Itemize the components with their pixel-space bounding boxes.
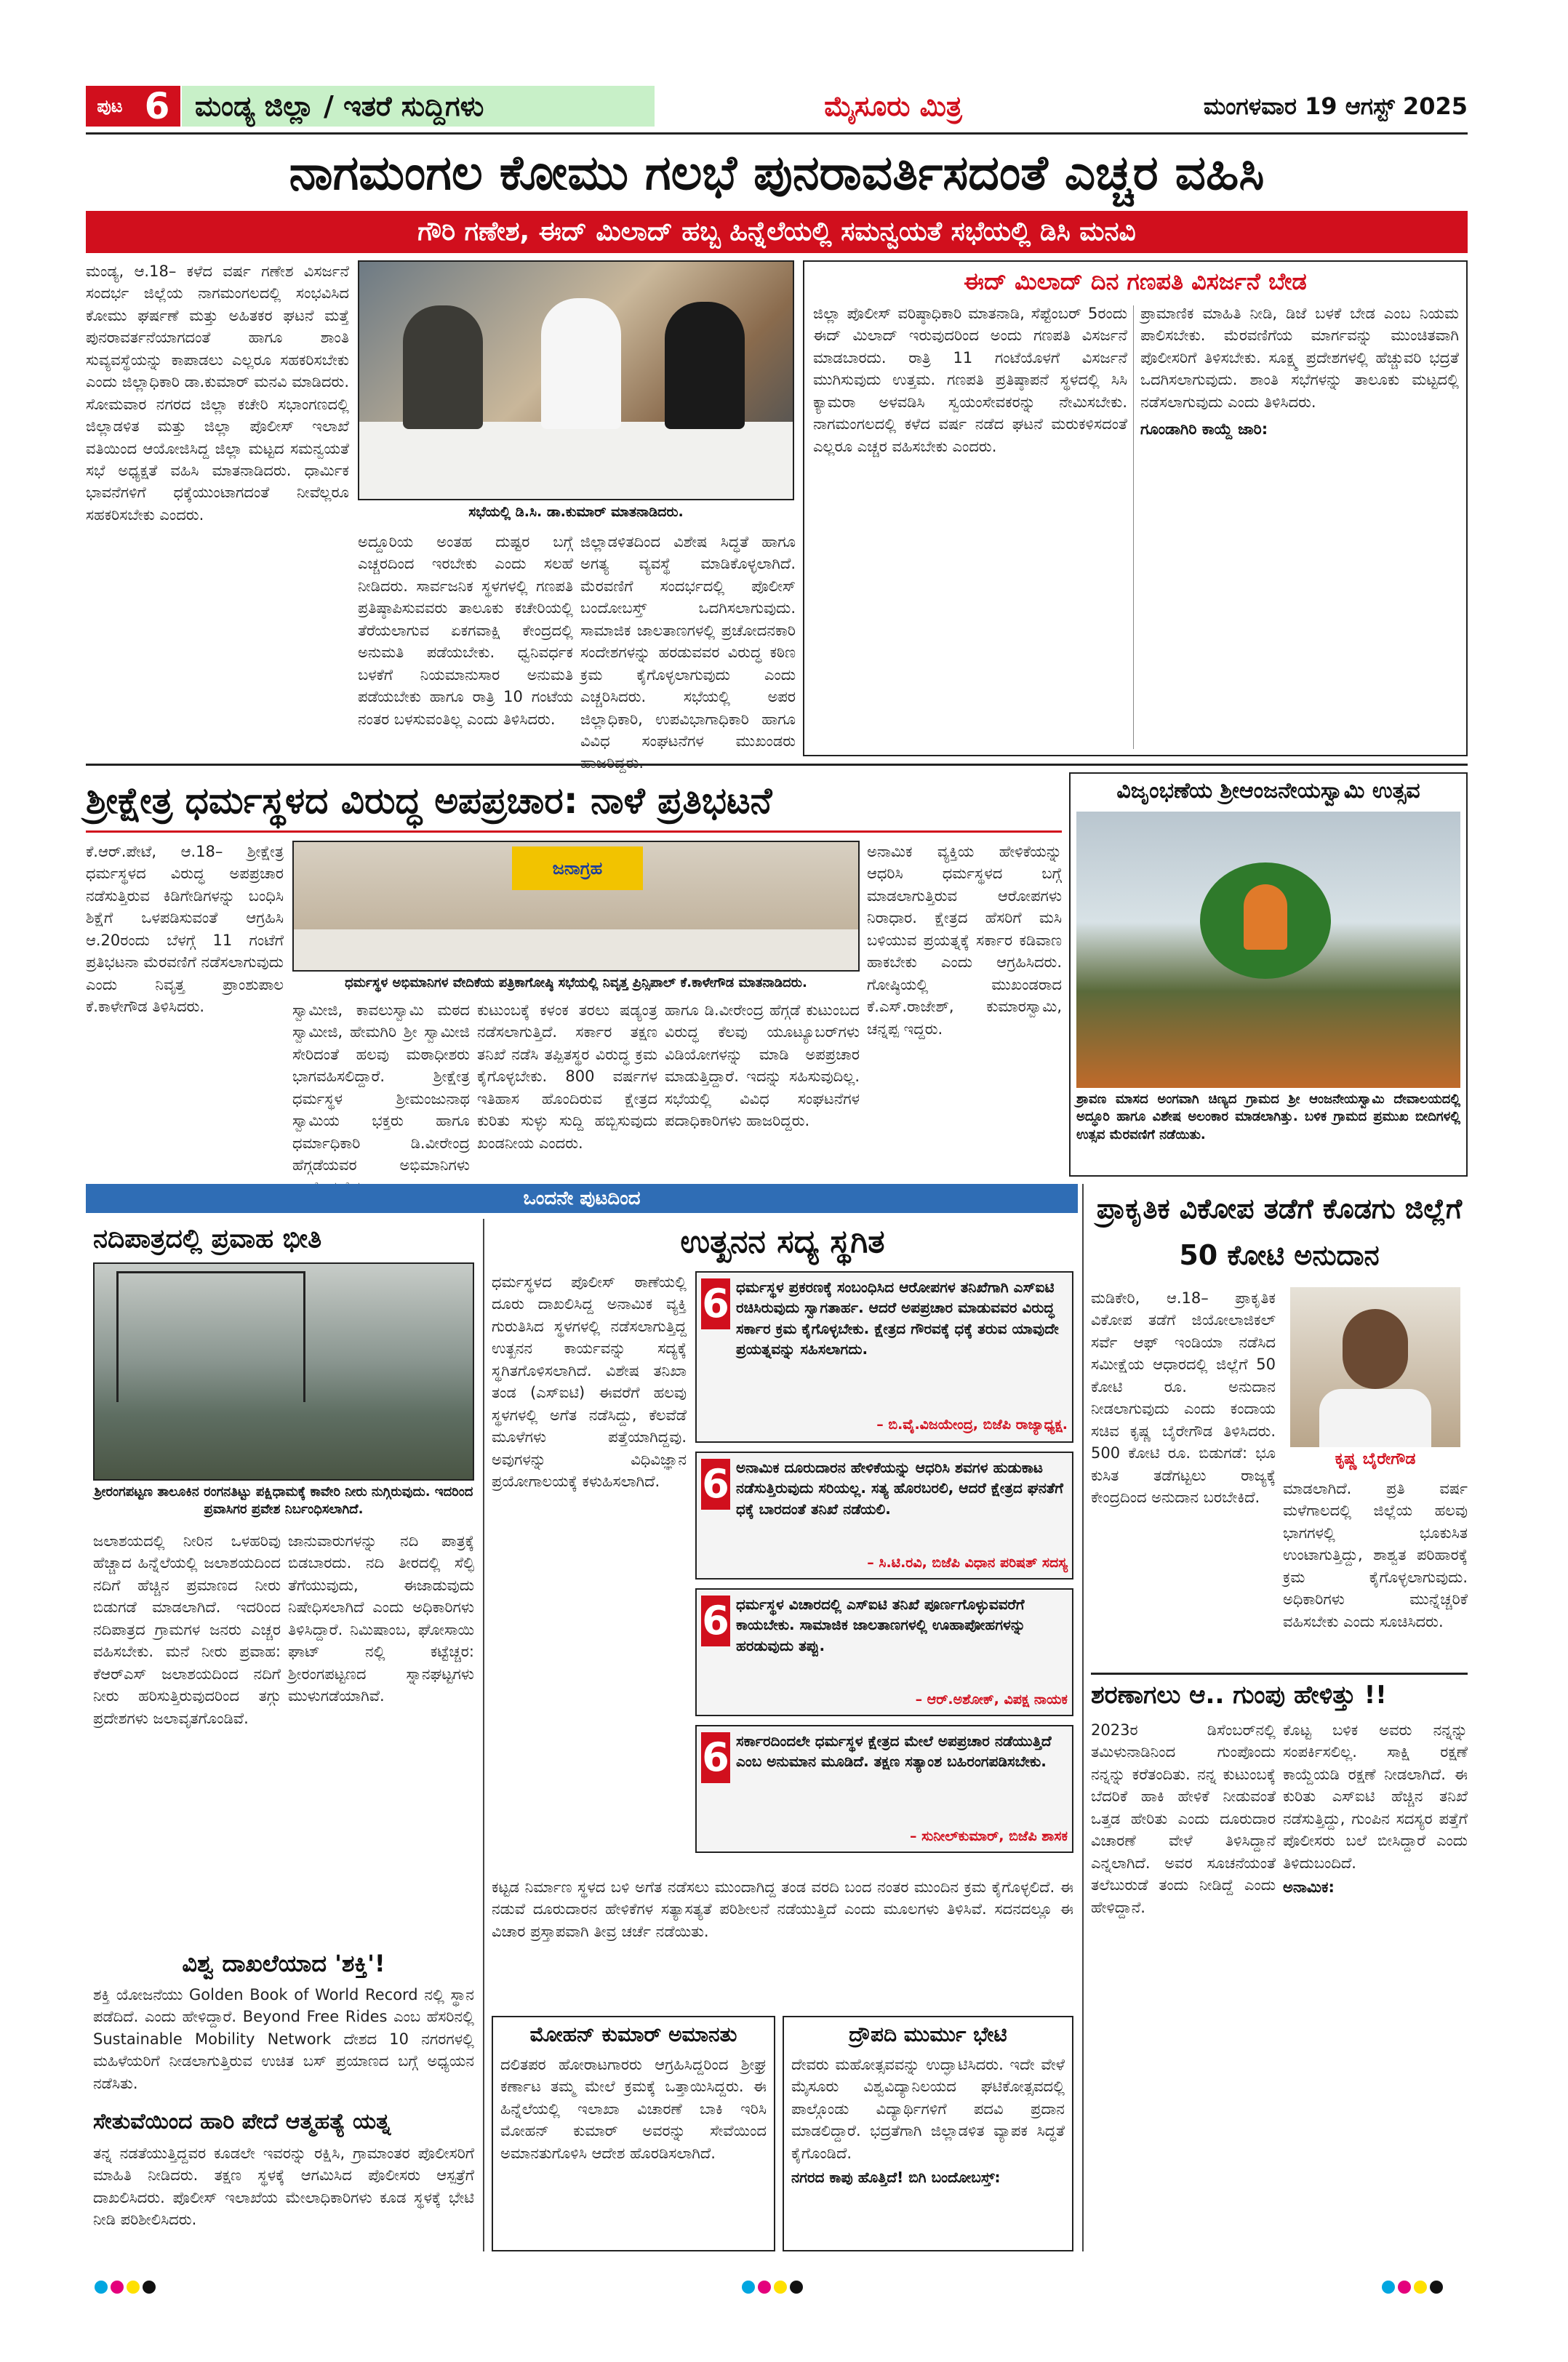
- slander-headline-rule: [86, 830, 1062, 833]
- registration-dot: [742, 2281, 755, 2294]
- eid-box-bold-label: ಗೂಂಡಾಗಿರಿ ಕಾಯ್ದೆ ಜಾರಿ:: [1140, 420, 1268, 439]
- eid-box-column-1: ಜಿಲ್ಲಾ ಪೊಲೀಸ್ ವರಿಷ್ಠಾಧಿಕಾರಿ ಮಾತನಾಡಿ, ಸೆಪ್ಟೆಂಬರ್ 5ರಂದು ಈದ್ ಮಿಲಾದ್ ಇರುವುದರಿಂದ ಅಂದು ಗಣಪತಿ ವಿಸರ್ಜನೆ ಮಾಡಬಾರದು. ರಾತ್ರಿ 11 ಗಂಟೆಯೊಳಗೆ ವಿಸರ್ಜನೆ ಮುಗಿಸುವುದು ಉತ್ತಮ. ಗಣಪತಿ ಪ್ರತಿಷ್ಠಾಪನೆ ಸ್ಥಳದಲ್ಲಿ ಸಿಸಿ ಕ್ಯಾಮರಾ ಅಳವಡಿಸಿ ಸ್ವಯಂಸೇವಕರನ್ನು ನೇಮಿಸಬೇಕು. ನಾಗಮಂಗಲದಲ್ಲಿ ಕಳೆದ ವರ್ಷ ನಡೆದ ಘಟನೆ ಮರುಕಳಿಸದಂತೆ ಎಲ್ಲರೂ ಎಚ್ಚರ ವಹಿಸಬೇಕು ಎಂದರು.: [813, 305, 1127, 455]
- eid-box-title: ಈದ್ ಮಿಲಾದ್ ದಿನ ಗಣಪತಿ ವಿಸರ್ಜನೆ ಬೇಡ: [964, 268, 1307, 295]
- section-rule: [86, 764, 1468, 766]
- slander-column-4: ಹಾಗೂ ಡಿ.ವೀರೇಂದ್ರ ಹೆಗ್ಗಡೆ ಕುಟುಂಬದ ವಿರುದ್ಧ ಕೆಲವು ಯೂಟ್ಯೂಬರ್‌ಗಳು ವಿಡಿಯೋಗಳನ್ನು ಮಾಡಿ ಅಪಪ್ರಚಾರ ಮಾಡುತ್ತಿದ್ದಾರೆ. ಇದನ್ನು ಸಹಿಸುವುದಿಲ್ಲ. ಸಭೆಯಲ್ಲಿ ವಿವಿಧ ಸಂಘಟನೆಗಳ ಪದಾಧಿಕಾರಿಗಳು ಹಾಜರಿದ್ದರು.: [665, 1001, 860, 1130]
- eid-box-column-2-wrap: [1140, 303, 1459, 750]
- grant-headline: ಪ್ರಾಕೃತಿಕ ವಿಕೋಪ ತಡೆಗೆ ಕೊಡಗು ಜಿಲ್ಲೆಗೆ 50 ಕೋಟಿ ಅನುದಾನ: [1096, 1193, 1463, 1271]
- page-number: 6: [134, 86, 180, 127]
- quote-number: 6: [701, 1278, 730, 1329]
- quote-author: – ಬಿ.ವೈ.ವಿಜಯೇಂದ್ರ, ಬಿಜೆಪಿ ರಾಜ್ಯಾಧ್ಯಕ್ಷ.: [876, 1417, 1068, 1433]
- temple-headline: ವಿಜೃಂಭಣೆಯ ಶ್ರೀಆಂಜನೇಯಸ್ವಾಮಿ ಉತ್ಸವ: [1116, 778, 1420, 804]
- excavation-column-2: ಕಟ್ಟಡ ನಿರ್ಮಾಣ ಸ್ಥಳದ ಬಳಿ ಅಗೆತ ನಡೆಸಲು ಮುಂದಾಗಿದ್ದ ತಂಡ ವರದಿ ಬಂದ ನಂತರ ಮುಂದಿನ ಕ್ರಮ ಕೈಗೊಳ್ಳಲಿದೆ. ಈ ನಡುವೆ ದೂರುದಾರನ ಹೇಳಿಕೆಗಳ ಸತ್ಯಾಸತ್ಯತೆ ಪರಿಶೀಲನೆ ನಡೆಯುತ್ತಿದೆ ಎಂದು ಮೂಲಗಳು ತಿಳಿಸಿವೆ. ಸದನದಲ್ಲೂ ಈ ವಿಚಾರ ಪ್ರಸ್ತಾಪವಾಗಿ ತೀವ್ರ ಚರ್ಚೆ ನಡೆಯಿತು.: [492, 1878, 1073, 1940]
- suicide-headline: ಸೇತುವೆಯಿಂದ ಹಾರಿ ಪೇದೆ ಆತ್ಮಹತ್ಯೆ ಯತ್ನ: [93, 2109, 391, 2134]
- registration-marks-left: [95, 2281, 182, 2298]
- registration-marks-right: [1382, 2281, 1469, 2298]
- quote-author: – ಸುನೀಲ್‌ಕುಮಾರ್, ಬಿಜೆಪಿ ಶಾಸಕ: [909, 1828, 1068, 1844]
- flood-column-1: ಜಲಾಶಯದಲ್ಲಿ ನೀರಿನ ಒಳಹರಿವು ಹೆಚ್ಚಾದ ಹಿನ್ನೆಲೆಯಲ್ಲಿ ಜಲಾಶಯದಿಂದ ನದಿಗೆ ಹೆಚ್ಚಿನ ಪ್ರಮಾಣದ ನೀರು ಬಿಡುಗಡೆ ಮಾಡಲಾಗಿದೆ. ಇದರಿಂದ ನದಿಪಾತ್ರದ ಗ್ರಾಮಗಳ ಜನರು ಎಚ್ಚರ ವಹಿಸಬೇಕು. ಮನೆ ನೀರು ಪ್ರವಾಹ: ಕೆಆರ್‌ಎಸ್ ಜಲಾಶಯದಿಂದ ನದಿಗೆ ನೀರು ಹರಿಸುತ್ತಿರುವುದರಿಂದ ತಗ್ಗು ಪ್ರದೇಶಗಳು ಜಲಾವೃತಗೊಂಡಿವೆ.: [93, 1532, 281, 1727]
- temple-box: [1069, 772, 1468, 1177]
- registration-dot: [1398, 2281, 1411, 2294]
- quote-text: ಧರ್ಮಸ್ಥಳ ವಿಚಾರದಲ್ಲಿ ಎಸ್‌ಐಟಿ ತನಿಖೆ ಪೂರ್ಣಗೊಳ್ಳುವವರೆಗೆ ಕಾಯಬೇಕು. ಸಾಮಾಜಿಕ ಜಾಲತಾಣಗಳಲ್ಲಿ ಊಹಾಪೋಹಗಳನ್ನು ಹರಡುವುದು ತಪ್ಪು.: [736, 1596, 1026, 1654]
- temple-caption: ಶ್ರಾವಣ ಮಾಸದ ಅಂಗವಾಗಿ ಚಿಣ್ಯದ ಗ್ರಾಮದ ಶ್ರೀ ಆಂಜನೇಯಸ್ವಾಮಿ ದೇವಾಲಯದಲ್ಲಿ ಅದ್ಧೂರಿ ಹಾಗೂ ವಿಶೇಷ ಅಲಂಕಾರ ಮಾಡಲಾಗಿತ್ತು. ಬಳಿಕ ಗ್ರಾಮದ ಪ್ರಮುಖ ಬೀದಿಗಳಲ್ಲಿ ಉತ್ಸವ ಮೆರವಣಿಗೆ ನಡೆಯಿತು.: [1076, 1092, 1460, 1142]
- eid-box: [803, 260, 1468, 756]
- excavation-column-1: ಧರ್ಮಸ್ಥಳದ ಪೊಲೀಸ್ ಠಾಣೆಯಲ್ಲಿ ದೂರು ದಾಖಲಿಸಿದ್ದ ಅನಾಮಿಕ ವ್ಯಕ್ತಿ ಗುರುತಿಸಿದ ಸ್ಥಳಗಳಲ್ಲಿ ನಡೆಸಲಾಗುತ್ತಿದ್ದ ಉತ್ಖನನ ಕಾರ್ಯವನ್ನು ಸದ್ಯಕ್ಕೆ ಸ್ಥಗಿತಗೊಳಿಸಲಾಗಿದೆ. ವಿಶೇಷ ತನಿಖಾ ತಂಡ (ಎಸ್‌ಐಟಿ) ಈವರೆಗೆ ಹಲವು ಸ್ಥಳಗಳಲ್ಲಿ ಅಗೆತ ನಡೆಸಿದ್ದು, ಕೆಲವೆಡೆ ಮೂಳೆಗಳು ಪತ್ತೆಯಾಗಿದ್ದವು. ಅವುಗಳನ್ನು ವಿಧಿವಿಜ್ಞಾನ ಪ್ರಯೋಗಾಲಯಕ್ಕೆ ಕಳುಹಿಸಲಾಗಿದೆ.: [492, 1273, 687, 1490]
- lead-photo: [358, 260, 794, 500]
- continued-bar: ಒಂದನೇ ಪುಟದಿಂದ: [86, 1184, 1078, 1213]
- grant-column-2: ಮಾಡಲಾಗಿದೆ. ಪ್ರತಿ ವರ್ಷ ಮಳೆಗಾಲದಲ್ಲಿ ಜಿಲ್ಲೆಯ ಹಲವು ಭಾಗಗಳಲ್ಲಿ ಭೂಕುಸಿತ ಉಂಟಾಗುತ್ತಿದ್ದು, ಶಾಶ್ವತ ಪರಿಹಾರಕ್ಕೆ ಕ್ರಮ ಕೈಗೊಳ್ಳಲಾಗುವುದು. ಅಧಿಕಾರಿಗಳು ಮುನ್ನೆಚ್ಚರಿಕೆ ವಹಿಸಬೇಕು ಎಂದು ಸೂಚಿಸಿದರು.: [1283, 1480, 1468, 1630]
- suicide-body: ತನ್ನ ನಡತೆಯುತ್ತಿದ್ದವರ ಕೂಡಲೇ ಇವರನ್ನು ರಕ್ಷಿಸಿ, ಗ್ರಾಮಾಂತರ ಪೊಲೀಸರಿಗೆ ಮಾಹಿತಿ ನೀಡಿದರು. ತಕ್ಷಣ ಸ್ಥಳಕ್ಕೆ ಆಗಮಿಸಿದ ಪೊಲೀಸರು ಆಸ್ಪತ್ರೆಗೆ ದಾಖಲಿಸಿದರು. ಪೊಲೀಸ್ ಇಲಾಖೆಯ ಮೇಲಾಧಿಕಾರಿಗಳು ಕೂಡ ಸ್ಥಳಕ್ಕೆ ಭೇಟಿ ನೀಡಿ ಪರಿಶೀಲಿಸಿದರು.: [93, 2145, 474, 2229]
- slander-column-2: ಸ್ವಾಮೀಜಿ, ಕಾವಲುಸ್ವಾಮಿ ಮಠದ ಸ್ವಾಮೀಜಿ, ಹೇಮಗಿರಿ ಶ್ರೀ ಸ್ವಾಮೀಜಿ ಸೇರಿದಂತೆ ಹಲವು ಮಠಾಧೀಶರು ಭಾಗವಹಿಸಲಿದ್ದಾರೆ. ಶ್ರೀಕ್ಷೇತ್ರ ಧರ್ಮಸ್ಥಳ ಶ್ರೀಮಂಜುನಾಥ ಸ್ವಾಮಿಯ ಭಕ್ತರು ಹಾಗೂ ಧರ್ಮಾಧಿಕಾರಿ ಡಿ.ವೀರೇಂದ್ರ ಹೆಗ್ಗಡೆಯವರ ಅಭಿಮಾನಿಗಳು: [292, 1001, 470, 1174]
- slander-photo-caption: ಧರ್ಮಸ್ಥಳ ಅಭಿಮಾನಿಗಳ ವೇದಿಕೆಯ ಪತ್ರಿಕಾಗೋಷ್ಠಿ ಸಭೆಯಲ್ಲಿ ನಿವೃತ್ತ ಪ್ರಿನ್ಸಿಪಾಲ್ ಕೆ.ಕಾಳೇಗೌಡ ಮಾತನಾಡಿದರು.: [345, 975, 807, 990]
- page-label: ಪುಟ: [86, 86, 134, 127]
- registration-dot: [1382, 2281, 1395, 2294]
- quote-card: [695, 1271, 1073, 1443]
- registration-dot: [143, 2281, 156, 2294]
- surrender-column-2-wrap: [1283, 1719, 1468, 2251]
- draupadi-bold-label: ನಗರದ ಕಾಪು ಹೊತ್ತಿದೆ! ಬಿಗಿ ಬಂದೋಬಸ್ತ್:: [791, 2169, 1001, 2187]
- excavation-headline: ಉತ್ಖನನ ಸದ್ಯ ಸ್ಥಗಿತ: [680, 1223, 885, 1260]
- quote-card: [695, 1725, 1073, 1853]
- registration-dot: [111, 2281, 124, 2294]
- slander-photo: [292, 841, 860, 972]
- draupadi-box: [783, 2016, 1073, 2251]
- portrait-shirt: [1319, 1389, 1431, 1447]
- slander-banner: [512, 846, 643, 890]
- person-figure: [665, 302, 745, 429]
- surrender-column-2: ಕೊಟ್ಟ ಬಳಿಕ ಅವರು ನನ್ನನ್ನು ಸಂಪರ್ಕಿಸಲಿಲ್ಲ. ಸಾಕ್ಷಿ ರಕ್ಷಣೆ ಕಾಯ್ದೆಯಡಿ ರಕ್ಷಣೆ ನೀಡಲಾಗಿದೆ. ಈ ಕುರಿತು ಎಸ್‌ಐಟಿ ಹೆಚ್ಚಿನ ತನಿಖೆ ನಡೆಸುತ್ತಿದ್ದು, ಗುಂಪಿನ ಸದಸ್ಯರ ಪತ್ತೆಗೆ ಪೊಲೀಸರು ಬಲೆ ಬೀಸಿದ್ದಾರೆ ಎಂದು ತಿಳಿದುಬಂದಿದೆ.: [1283, 1721, 1468, 1872]
- lead-column-2: ಅದ್ದೂರಿಯ ಅಂತಹ ದುಷ್ಟರ ಬಗ್ಗೆ ಎಚ್ಚರದಿಂದ ಇರಬೇಕು ಎಂದು ಸಲಹೆ ನೀಡಿದರು. ಸಾರ್ವಜನಿಕ ಸ್ಥಳಗಳಲ್ಲಿ ಗಣಪತಿ ಪ್ರತಿಷ್ಠಾಪಿಸುವವರು ತಾಲೂಕು ಕಚೇರಿಯಲ್ಲಿ ತೆರೆಯಲಾಗುವ ಏಕಗವಾಕ್ಷಿ ಕೇಂದ್ರದಲ್ಲಿ ಅನುಮತಿ ಪಡೆಯಬೇಕು. ಧ್ವನಿವರ್ಧಕ ಬಳಕೆಗೆ ನಿಯಮಾನುಸಾರ ಅನುಮತಿ ಪಡೆಯಬೇಕು ಹಾಗೂ ರಾತ್ರಿ 10 ಗಂಟೆಯ ನಂತರ ಬಳಸುವಂತಿಲ್ಲ ಎಂದು ತಿಳಿಸಿದರು.: [358, 533, 573, 728]
- mohan-headline: ಮೋಹನ್ ಕುಮಾರ್ ಅಮಾನತು: [529, 2022, 737, 2046]
- registration-dot: [1430, 2281, 1443, 2294]
- minister-name: ಕೃಷ್ಣ ಬೈರೇಗೌಡ: [1335, 1450, 1416, 1468]
- slander-banner-text: ಜನಾಗ್ರಹ: [552, 858, 603, 878]
- quote-text: ಅನಾಮಿಕ ದೂರುದಾರನ ಹೇಳಿಕೆಯನ್ನು ಆಧರಿಸಿ ಶವಗಳ ಹುಡುಕಾಟ ನಡೆಸುತ್ತಿರುವುದು ಸರಿಯಲ್ಲ. ಸತ್ಯ ಹೊರಬರಲಿ, ಆದರೆ ಕ್ಷೇತ್ರದ ಘನತೆಗೆ ಧಕ್ಕೆ ಬಾರದಂತೆ ತನಿಖೆ ನಡೆಯಲಿ.: [736, 1459, 1063, 1518]
- registration-dot: [774, 2281, 787, 2294]
- column-divider: [1082, 1184, 1084, 2251]
- quote-number: 6: [701, 1596, 730, 1646]
- panel-table: [294, 929, 858, 970]
- slander-column-3: ಕುಟುಂಬಕ್ಕೆ ಕಳಂಕ ತರಲು ಷಡ್ಯಂತ್ರ ನಡೆಸಲಾಗುತ್ತಿದೆ. ಸರ್ಕಾರ ತಕ್ಷಣ ತನಿಖೆ ನಡೆಸಿ ತಪ್ಪಿತಸ್ಥರ ವಿರುದ್ಧ ಕ್ರಮ ಕೈಗೊಳ್ಳಬೇಕು. 800 ವರ್ಷಗಳ ಇತಿಹಾಸ ಹೊಂದಿರುವ ಕ್ಷೇತ್ರದ ಕುರಿತು ಸುಳ್ಳು ಸುದ್ದಿ ಹಬ್ಬಿಸುವುದು ಖಂಡನೀಯ ಎಂದರು.: [477, 1001, 657, 1152]
- quote-author: – ಆರ್.ಅಶೋಕ್, ವಿಪಕ್ಷ ನಾಯಕ: [915, 1692, 1068, 1708]
- lead-headline: ನಾಗಮಂಗಲ ಕೋಮು ಗಲಭೆ ಪುನರಾವರ್ತಿಸದಂತೆ ಎಚ್ಚರ ವಹಿಸಿ: [289, 145, 1265, 201]
- registration-marks-center: [742, 2281, 829, 2298]
- person-figure: [403, 305, 483, 429]
- flood-photo: [93, 1262, 474, 1481]
- lead-subheadline: ಗೌರಿ ಗಣೇಶ, ಈದ್ ಮಿಲಾದ್ ಹಬ್ಬ ಹಿನ್ನೆಲೆಯಲ್ಲಿ ಸಮನ್ವಯತೆ ಸಭೆಯಲ್ಲಿ ಡಿಸಿ ಮನವಿ: [86, 211, 1468, 253]
- surrender-bold-label: ಅನಾಮಿಕ:: [1283, 1878, 1335, 1897]
- temple-photo: [1076, 812, 1460, 1088]
- quote-text: ಧರ್ಮಸ್ಥಳ ಪ್ರಕರಣಕ್ಕೆ ಸಂಬಂಧಿಸಿದ ಆರೋಪಗಳ ತನಿಖೆಗಾಗಿ ಎಸ್‌ಐಟಿ ರಚಿಸಿರುವುದು ಸ್ವಾಗತಾರ್ಹ. ಆದರೆ ಅಪಪ್ರಚಾರ ಮಾಡುವವರ ವಿರುದ್ಧ ಸರ್ಕಾರ ಕ್ರಮ ಕೈಗೊಳ್ಳಬೇಕು. ಕ್ಷೇತ್ರದ ಗೌರವಕ್ಕೆ ಧಕ್ಕೆ ತರುವ ಯಾವುದೇ ಪ್ರಯತ್ನವನ್ನು ಸಹಿಸಲಾಗದು.: [736, 1278, 1059, 1358]
- draupadi-body: ದೇವರು ಮಹೋತ್ಸವವನ್ನು ಉದ್ಘಾಟಿಸಿದರು. ಇದೇ ವೇಳೆ ಮೈಸೂರು ವಿಶ್ವವಿದ್ಯಾನಿಲಯದ ಘಟಿಕೋತ್ಸವದಲ್ಲಿ ಪಾಲ್ಗೊಂಡು ವಿದ್ಯಾರ್ಥಿಗಳಿಗೆ ಪದವಿ ಪ್ರದಾನ ಮಾಡಲಿದ್ದಾರೆ. ಭದ್ರತೆಗಾಗಿ ಜಿಲ್ಲಾಡಳಿತ ವ್ಯಾಪಕ ಸಿದ್ಧತೆ ಕೈಗೊಂಡಿದೆ.: [791, 2056, 1065, 2162]
- draupadi-headline: ದ್ರೌಪದಿ ಮುರ್ಮು ಭೇಟಿ: [849, 2022, 1007, 2046]
- portrait-head: [1343, 1309, 1408, 1389]
- masthead-logo: ಮೈಸೂರು ಮಿತ್ರ: [824, 90, 962, 122]
- registration-dot: [1414, 2281, 1427, 2294]
- section-title: ಮಂಡ್ಯ ಜಿಲ್ಲಾ / ಇತರೆ ಸುದ್ದಿಗಳು: [182, 86, 655, 127]
- lead-photo-caption: ಸಭೆಯಲ್ಲಿ ಡಿ.ಸಿ. ಡಾ.ಕುಮಾರ್ ಮಾತನಾಡಿದರು.: [468, 504, 684, 520]
- quote-text: ಸರ್ಕಾರದಿಂದಲೇ ಧರ್ಮಸ್ಥಳ ಕ್ಷೇತ್ರದ ಮೇಲೆ ಅಪಪ್ರಚಾರ ನಡೆಯುತ್ತಿದೆ ಎಂಬ ಅನುಮಾನ ಮೂಡಿದೆ. ತಕ್ಷಣ ಸತ್ಯಾಂಶ ಬಹಿರಂಗಪಡಿಸಬೇಕು.: [736, 1732, 1052, 1771]
- slander-headline: ಶ್ರೀಕ್ಷೇತ್ರ ಧರ್ಮಸ್ಥಳದ ವಿರುದ್ಧ ಅಪಪ್ರಚಾರ: ನಾಳೆ ಪ್ರತಿಭಟನೆ: [86, 780, 772, 822]
- surrender-headline: ಶರಣಾಗಲು ಆ.. ಗುಂಪು ಹೇಳಿತ್ತು !!: [1091, 1673, 1468, 1713]
- header-rule: [86, 132, 1468, 135]
- surrender-column-1: 2023ರ ಡಿಸೆಂಬರ್‌ನಲ್ಲಿ ತಮಿಳುನಾಡಿನಿಂದ ಗುಂಪೊಂದು ನನ್ನನ್ನು ಕರೆತಂದಿತು. ನನ್ನ ಕುಟುಂಬಕ್ಕೆ ಬೆದರಿಕೆ ಹಾಕಿ ಹೇಳಿಕೆ ನೀಡುವಂತೆ ಒತ್ತಡ ಹೇರಿತು ಎಂದು ದೂರುದಾರ ವಿಚಾರಣೆ ವೇಳೆ ತಿಳಿಸಿದ್ದಾನೆ ಎನ್ನಲಾಗಿದೆ. ಅವರ ಸೂಚನೆಯಂತೆ ತಲೆಬುರುಡೆ ತಂದು ನೀಡಿದ್ದೆ ಎಂದು ಹೇಳಿದ್ದಾನೆ.: [1091, 1719, 1276, 2251]
- lead-column-1: ಮಂಡ್ಯ, ಆ.18– ಕಳೆದ ವರ್ಷ ಗಣೇಶ ವಿಸರ್ಜನೆ ಸಂದರ್ಭ ಜಿಲ್ಲೆಯ ನಾಗಮಂಗಲದಲ್ಲಿ ಸಂಭವಿಸಿದ ಕೋಮು ಘರ್ಷಣೆ ಮತ್ತು ಅಹಿತಕರ ಘಟನೆ ಮತ್ತೆ ಪುನರಾವರ್ತನೆಯಾಗದಂತೆ ಹಾಗೂ ಶಾಂತಿ ಸುವ್ಯವಸ್ಥೆಯನ್ನು ಕಾಪಾಡಲು ಎಲ್ಲರೂ ಸಹಕರಿಸಬೇಕು ಎಂದು ಜಿಲ್ಲಾಧಿಕಾರಿ ಡಾ.ಕುಮಾರ್ ಮನವಿ ಮಾಡಿದರು. ಸೋಮವಾರ ನಗರದ ಜಿಲ್ಲಾ ಕಚೇರಿ ಸಭಾಂಗಣದಲ್ಲಿ ಜಿಲ್ಲಾಡಳಿತ ಮತ್ತು ಜಿಲ್ಲಾ ಪೊಲೀಸ್ ಇಲಾಖೆ ವತಿಯಿಂದ ಆಯೋಜಿಸಿದ್ದ ಜಿಲ್ಲಾ ಮಟ್ಟದ ಸಮನ್ವಯತೆ ಸಭೆ ಅಧ್ಯಕ್ಷತೆ ವಹಿಸಿ ಮಾತನಾಡಿದರು. ಧಾರ್ಮಿಕ ಭಾವನೆಗಳಿಗೆ ಧಕ್ಕೆಯುಂಟಾಗದಂತೆ ನೀವೆಲ್ಲರೂ ಸಹಕರಿಸಬೇಕು ಎಂದರು.: [86, 263, 349, 524]
- mohan-body: ದಲಿತಪರ ಹೋರಾಟಗಾರರು ಆಗ್ರಹಿಸಿದ್ದರಿಂದ ಶ್ರೀಘ್ರ ಕರ್ಣಾಟ ತಮ್ಮ ಮೇಲೆ ಕ್ರಮಕ್ಕೆ ಒತ್ತಾಯಿಸಿದ್ದರು. ಈ ಹಿನ್ನೆಲೆಯಲ್ಲಿ ಇಲಾಖಾ ವಿಚಾರಣೆ ಬಾಕಿ ಇರಿಸಿ ಮೋಹನ್ ಕುಮಾರ್ ಅವರನ್ನು ಸೇವೆಯಿಂದ ಅಮಾನತುಗೊಳಿಸಿ ಆದೇಶ ಹೊರಡಿಸಲಾಗಿದೆ.: [500, 2056, 767, 2162]
- registration-dot: [127, 2281, 140, 2294]
- draupadi-content: [791, 2054, 1065, 2247]
- quote-number: 6: [701, 1732, 730, 1783]
- quote-author: – ಸಿ.ಟಿ.ರವಿ, ಬಿಜೆಪಿ ವಿಧಾನ ಪರಿಷತ್ ಸದಸ್ಯ: [867, 1555, 1068, 1571]
- excavation-quotes: [695, 1271, 1073, 1867]
- quote-card: [695, 1588, 1073, 1716]
- deity-figure: [1244, 884, 1287, 950]
- eid-box-column-2: ಪ್ರಾಮಾಣಿಕ ಮಾಹಿತಿ ನೀಡಿ, ಡಿಜೆ ಬಳಕೆ ಬೇಡ ಎಂಬ ನಿಯಮ ಪಾಲಿಸಬೇಕು. ಮೆರವಣಿಗೆಯ ಮಾರ್ಗವನ್ನು ಮುಂಚಿತವಾಗಿ ಪೊಲೀಸರಿಗೆ ತಿಳಿಸಬೇಕು. ಸೂಕ್ಷ್ಮ ಪ್ರದೇಶಗಳಲ್ಲಿ ಹೆಚ್ಚುವರಿ ಭದ್ರತೆ ಒದಗಿಸಲಾಗುವುದು. ಶಾಂತಿ ಸಭೆಗಳನ್ನು ತಾಲೂಕು ಮಟ್ಟದಲ್ಲಿ ನಡೆಸಲಾಗುವುದು ಎಂದು ತಿಳಿಸಿದರು.: [1140, 305, 1459, 411]
- mohan-box: [492, 2016, 775, 2251]
- issue-date: ಮಂಗಳವಾರ 19 ಆಗಸ್ಟ್ 2025: [1203, 92, 1468, 120]
- lead-column-3: ಜಿಲ್ಲಾಡಳಿತದಿಂದ ವಿಶೇಷ ಸಿದ್ಧತೆ ಹಾಗೂ ಅಗತ್ಯ ವ್ಯವಸ್ಥೆ ಮಾಡಿಕೊಳ್ಳಲಾಗಿದೆ. ಮೆರವಣಿಗೆ ಸಂದರ್ಭದಲ್ಲಿ ಪೊಲೀಸ್ ಬಂದೋಬಸ್ತ್ ಒದಗಿಸಲಾಗುವುದು. ಸಾಮಾಜಿಕ ಜಾಲತಾಣಗಳಲ್ಲಿ ಪ್ರಚೋದನಕಾರಿ ಸಂದೇಶಗಳನ್ನು ಹರಡುವವರ ವಿರುದ್ಧ ಕಠಿಣ ಕ್ರಮ ಕೈಗೊಳ್ಳಲಾಗುವುದು ಎಂದು ಎಚ್ಚರಿಸಿದರು. ಸಭೆಯಲ್ಲಿ ಅಪರ ಜಿಲ್ಲಾಧಿಕಾರಿ, ಉಪವಿಭಾಗಾಧಿಕಾರಿ ಹಾಗೂ ವಿವಿಧ ಸಂಘಟನೆಗಳ ಮುಖಂಡರು: [580, 533, 796, 750]
- quote-number: 6: [701, 1459, 730, 1510]
- flood-column-2: ಜಾನುವಾರುಗಳನ್ನು ನದಿ ಪಾತ್ರಕ್ಕೆ ಬಿಡಬಾರದು. ನದಿ ತೀರದಲ್ಲಿ ಸೆಲ್ಫಿ ತೆಗೆಯುವುದು, ಈಜಾಡುವುದು ನಿಷೇಧಿಸಲಾಗಿದೆ ಎಂದು ಅಧಿಕಾರಿಗಳು ತಿಳಿಸಿದ್ದಾರೆ. ನಿಮಿಷಾಂಬ, ಘೋಸಾಯಿ ಘಾಟ್ ನಲ್ಲಿ ಕಟ್ಟೆಚ್ಚರ: ಶ್ರೀರಂಗಪಟ್ಟಣದ ಸ್ನಾನಘಟ್ಟಗಳು ಮುಳುಗಡೆಯಾಗಿವೆ.: [288, 1532, 474, 1705]
- grant-column-1: ಮಡಿಕೇರಿ, ಆ.18– ಪ್ರಾಕೃತಿಕ ವಿಕೋಪ ತಡೆಗೆ ಜಿಯೋಲಾಜಿಕಲ್ ಸರ್ವೆ ಆಫ್ ಇಂಡಿಯಾ ನಡೆಸಿದ ಸಮೀಕ್ಷೆಯ ಆಧಾರದಲ್ಲಿ ಜಿಲ್ಲೆಗೆ 50 ಕೋಟಿ ರೂ. ಅನುದಾನ ನೀಡಲಾಗುವುದು ಎಂದು ಕಂದಾಯ ಸಚಿವ ಕೃಷ್ಣ ಬೈರೇಗೌಡ ತಿಳಿಸಿದರು. 500 ಕೋಟಿ ರೂ. ಬಿಡುಗಡೆ: ಭೂ ಕುಸಿತ ತಡೆಗಟ್ಟಲು ರಾಜ್ಯಕ್ಕೆ ಕೇಂದ್ರದಿಂದ ಅನುದಾನ ಬರಬೇಕಿದೆ.: [1091, 1289, 1276, 1506]
- column-divider: [483, 1219, 484, 2251]
- registration-dot: [758, 2281, 771, 2294]
- person-figure: [541, 298, 621, 429]
- flood-headline: ನದಿಪಾತ್ರದಲ್ಲಿ ಪ್ರವಾಹ ಭೀತಿ: [93, 1224, 322, 1254]
- flood-caption: ಶ್ರೀರಂಗಪಟ್ಟಣ ತಾಲೂಕಿನ ರಂಗನತಿಟ್ಟು ಪಕ್ಷಿಧಾಮಕ್ಕೆ ಕಾವೇರಿ ನೀರು ನುಗ್ಗಿರುವುದು. ಇದರಿಂದ ಪ್ರವಾಸಿಗರ ಪ್ರವೇಶ ನಿರ್ಬಂಧಿಸಲಾಗಿದೆ.: [94, 1484, 473, 1518]
- tower-structure: [116, 1271, 305, 1402]
- slander-column-5: ಅನಾಮಿಕ ವ್ಯಕ್ತಿಯ ಹೇಳಿಕೆಯನ್ನು ಆಧರಿಸಿ ಧರ್ಮಸ್ಥಳದ ಬಗ್ಗೆ ಮಾಡಲಾಗುತ್ತಿರುವ ಆರೋಪಗಳು ನಿರಾಧಾರ. ಕ್ಷೇತ್ರದ ಹೆಸರಿಗೆ ಮಸಿ ಬಳಿಯುವ ಪ್ರಯತ್ನಕ್ಕೆ ಸರ್ಕಾರ ಕಡಿವಾಣ ಹಾಕಬೇಕು ಎಂದು ಆಗ್ರಹಿಸಿದರು. ಗೋಷ್ಠಿಯಲ್ಲಿ ಮುಖಂಡರಾದ ಕೆ.ಎಸ್.ರಾಜೇಶ್, ಕುಮಾರಸ್ವಾಮಿ, ಚನ್ನಪ್ಪ ಇದ್ದರು.: [867, 843, 1062, 1038]
- eid-box-divider: [1133, 305, 1134, 749]
- page-header: [86, 86, 1468, 129]
- registration-dot: [790, 2281, 803, 2294]
- quote-card: [695, 1452, 1073, 1580]
- meeting-table: [359, 422, 793, 499]
- world-record-headline: ವಿಶ್ವ ದಾಖಲೆಯಾದ 'ಶಕ್ತಿ'!: [182, 1950, 385, 1977]
- world-record-body: ಶಕ್ತಿ ಯೋಜನೆಯು Golden Book of World Record ನಲ್ಲಿ ಸ್ಥಾನ ಪಡೆದಿದೆ. ಎಂದು ಹೇಳಿದ್ದಾರೆ. Beyond Free Rides ಎಂಬ ಹೆಸರಿನಲ್ಲಿ Sustainable Mobility Network ದೇಶದ 10 ನಗರಗಳಲ್ಲಿ ಮಹಿಳೆಯರಿಗೆ ನೀಡಲಾಗುತ್ತಿರುವ ಉಚಿತ ಬಸ್ ಪ್ರಯಾಣದ ಬಗ್ಗೆ ಅಧ್ಯಯನ ನಡೆಸಿತು.: [93, 1986, 474, 2092]
- minister-photo: [1290, 1287, 1460, 1447]
- registration-dot: [95, 2281, 108, 2294]
- slander-column-1: ಕೆ.ಆರ್.ಪೇಟೆ, ಆ.18– ಶ್ರೀಕ್ಷೇತ್ರ ಧರ್ಮಸ್ಥಳದ ವಿರುದ್ಧ ಅಪಪ್ರಚಾರ ನಡೆಸುತ್ತಿರುವ ಕಿಡಿಗೇಡಿಗಳನ್ನು ಬಂಧಿಸಿ ಶಿಕ್ಷೆಗೆ ಒಳಪಡಿಸುವಂತೆ ಆಗ್ರಹಿಸಿ ಆ.20ರಂದು ಬೆಳಗ್ಗೆ 11 ಗಂಟೆಗೆ ಪ್ರತಿಭಟನಾ ಮೆರವಣಿಗೆ ನಡೆಸಲಾಗುವುದು ಎಂದು ನಿವೃತ್ತ ಪ್ರಾಂಶುಪಾಲ ಕೆ.ಕಾಳೇಗೌಡ ತಿಳಿಸಿದರು.: [86, 843, 284, 1016]
